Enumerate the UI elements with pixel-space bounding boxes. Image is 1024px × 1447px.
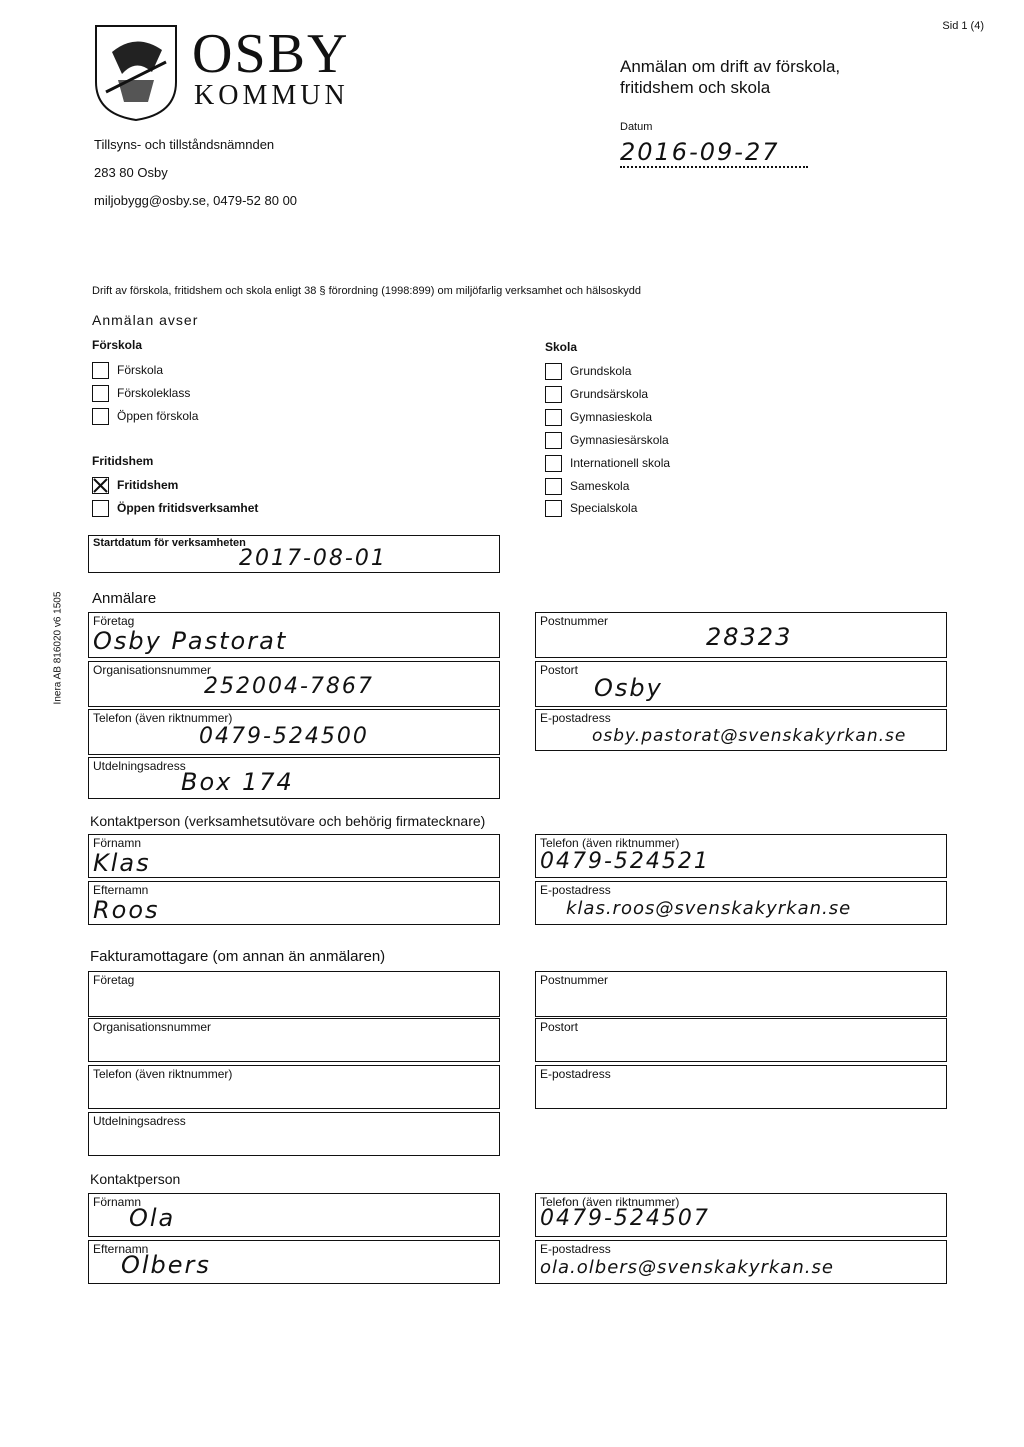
faktura-heading: Fakturamottagare (om annan än anmälaren)	[90, 948, 386, 965]
kontakt2-fornamn-field[interactable]	[88, 1193, 500, 1237]
checkbox-forskola[interactable]	[92, 362, 109, 379]
checkbox-forskoleklass[interactable]	[92, 385, 109, 402]
kontakt1-epost-field[interactable]	[535, 881, 947, 925]
anmalare-epost-label: E-postadress	[540, 711, 611, 725]
authority-contact: miljobygg@osby.se, 0479-52 80 00	[94, 193, 298, 208]
forskola-heading: Förskola	[92, 338, 143, 352]
faktura-postnummer-field[interactable]	[535, 971, 947, 1017]
kontakt2-efternamn-label: Efternamn	[93, 1242, 149, 1256]
faktura-telefon-label: Telefon (även riktnummer)	[93, 1067, 233, 1081]
faktura-utdelning-label: Utdelningsadress	[93, 1114, 186, 1128]
anmalare-postnummer-field[interactable]	[535, 612, 947, 658]
kontakt2-telefon-field[interactable]	[535, 1193, 947, 1237]
checkbox-label-fritidshem: Fritidshem	[117, 478, 179, 492]
org-name: OSBY	[192, 23, 350, 85]
kontakt1-fornamn-label: Förnamn	[93, 836, 142, 850]
form-title	[620, 56, 840, 98]
anmalare-orgnr-label: Organisationsnummer	[93, 663, 212, 677]
faktura-telefon-field[interactable]	[88, 1065, 500, 1109]
anmalare-utdelning-value: Box 174	[181, 768, 294, 796]
crest-icon	[92, 22, 180, 122]
fritidshem-heading: Fritidshem	[92, 454, 154, 468]
checkbox-label-forskoleklass: Förskoleklass	[117, 386, 191, 400]
checkbox-label-oppen-forskola: Öppen förskola	[117, 409, 199, 423]
anmalare-foretag-value: Osby Pastorat	[93, 627, 288, 655]
checkbox-label-specialskola: Specialskola	[570, 501, 638, 515]
faktura-foretag-label: Företag	[93, 973, 135, 987]
anmalare-foretag-label: Företag	[93, 614, 135, 628]
anmalan-avser-title: Anmälan avser	[92, 312, 199, 328]
faktura-utdelning-field[interactable]	[88, 1112, 500, 1156]
checkbox-label-grundskola: Grundskola	[570, 364, 632, 378]
form-title-line2: fritidshem och skola	[620, 78, 771, 97]
kontakt1-efternamn-value: Roos	[93, 896, 160, 924]
skola-heading: Skola	[545, 340, 578, 354]
checkbox-label-gymnasieskola: Gymnasieskola	[570, 410, 653, 424]
anmalare-epost-field[interactable]	[535, 709, 947, 751]
checkbox-specialskola[interactable]	[545, 500, 562, 517]
kontakt1-epost-value: klas.roos@svenskakyrkan.se	[566, 898, 852, 919]
startdatum-label: Startdatum för verksamheten	[93, 537, 246, 549]
kontakt2-fornamn-value: Ola	[129, 1204, 176, 1232]
faktura-postort-label: Postort	[540, 1020, 579, 1034]
anmalare-utdelning-label: Utdelningsadress	[93, 759, 186, 773]
kontakt1-efternamn-label: Efternamn	[93, 883, 149, 897]
kontaktperson1-heading: Kontaktperson (verksamhetsutövare och behörig firmatecknare)	[90, 813, 486, 829]
checkbox-sameskola[interactable]	[545, 478, 562, 495]
checkbox-label-grundsarskola: Grundsärskola	[570, 387, 649, 401]
form-code-vertical: Inera AB 816020 v6 1505	[52, 591, 64, 705]
checkbox-label-gymnasiesarskola: Gymnasiesärskola	[570, 433, 669, 447]
checkbox-gymnasieskola[interactable]	[545, 409, 562, 426]
anmalare-postort-label: Postort	[540, 663, 579, 677]
anmalare-telefon-label: Telefon (även riktnummer)	[93, 711, 233, 725]
startdatum-value: 2017-08-01	[239, 546, 387, 571]
faktura-orgnr-label: Organisationsnummer	[93, 1020, 212, 1034]
anmalare-heading: Anmälare	[92, 590, 157, 607]
intro-text: Drift av förskola, fritidshem och skola enligt 38 § förordning (1998:899) om miljöfarlig verksamhet och hälsoskydd	[92, 285, 642, 297]
faktura-orgnr-field[interactable]	[88, 1018, 500, 1062]
date-value[interactable]: 2016-09-27	[620, 138, 808, 168]
anmalare-telefon-value: 0479-524500	[199, 724, 369, 749]
kontakt1-telefon-field[interactable]	[535, 834, 947, 878]
anmalare-epost-value: osby.pastorat@svenskakyrkan.se	[592, 726, 907, 746]
faktura-postort-field[interactable]	[535, 1018, 947, 1062]
checkbox-grundsarskola[interactable]	[545, 386, 562, 403]
org-subname: KOMMUN	[194, 80, 349, 111]
kontakt2-telefon-label: Telefon (även riktnummer)	[540, 1195, 680, 1209]
page-indicator: Sid 1 (4)	[942, 20, 984, 32]
kontakt1-telefon-value: 0479-524521	[540, 849, 710, 874]
anmalare-postort-value: Osby	[594, 674, 663, 702]
anmalare-postort-field[interactable]	[535, 661, 947, 707]
authority-name: Tillsyns- och tillståndsnämnden	[94, 137, 275, 152]
checkbox-fritidshem-checked[interactable]	[92, 477, 109, 494]
anmalare-foretag-field[interactable]	[88, 612, 500, 658]
checkbox-gymnasiesarskola[interactable]	[545, 432, 562, 449]
date-label: Datum	[620, 121, 653, 133]
anmalare-orgnr-value: 252004-7867	[204, 674, 374, 699]
check-x-icon	[93, 478, 108, 493]
checkbox-oppen-fritidsverksamhet[interactable]	[92, 500, 109, 517]
checkbox-grundskola[interactable]	[545, 363, 562, 380]
faktura-foretag-field[interactable]	[88, 971, 500, 1017]
startdatum-field[interactable]	[88, 535, 500, 573]
kontakt2-fornamn-label: Förnamn	[93, 1195, 142, 1209]
kontakt2-epost-value: ola.olbers@svenskakyrkan.se	[540, 1257, 834, 1278]
kontakt1-epost-label: E-postadress	[540, 883, 611, 897]
checkbox-label-forskola: Förskola	[117, 363, 164, 377]
form-title-line1: Anmälan om drift av förskola,	[620, 57, 841, 76]
kontakt1-efternamn-field[interactable]	[88, 881, 500, 925]
kontakt1-fornamn-field[interactable]	[88, 834, 500, 878]
faktura-epost-field[interactable]	[535, 1065, 947, 1109]
municipal-crest-logo	[92, 22, 180, 122]
kontakt1-fornamn-value: Klas	[93, 849, 151, 877]
checkbox-oppen-forskola[interactable]	[92, 408, 109, 425]
faktura-postnummer-label: Postnummer	[540, 973, 609, 987]
anmalare-postnummer-value: 28323	[706, 623, 793, 651]
checkbox-internationell-skola[interactable]	[545, 455, 562, 472]
authority-address: 283 80 Osby	[94, 165, 168, 180]
anmalare-postnummer-label: Postnummer	[540, 614, 609, 628]
kontakt2-telefon-value: 0479-524507	[540, 1206, 710, 1231]
anmalare-utdelning-field[interactable]	[88, 757, 500, 799]
anmalare-orgnr-field[interactable]	[88, 661, 500, 707]
kontakt1-telefon-label: Telefon (även riktnummer)	[540, 836, 680, 850]
checkbox-label-sameskola: Sameskola	[570, 479, 630, 493]
kontaktperson2-heading: Kontaktperson	[90, 1171, 181, 1187]
kontakt2-epost-field[interactable]	[535, 1240, 947, 1284]
kontakt2-efternamn-field[interactable]	[88, 1240, 500, 1284]
kontakt2-efternamn-value: Olbers	[121, 1251, 211, 1279]
kontakt2-epost-label: E-postadress	[540, 1242, 611, 1256]
faktura-epost-label: E-postadress	[540, 1067, 611, 1081]
checkbox-label-oppen-fritidsverksamhet: Öppen fritidsverksamhet	[117, 501, 259, 515]
anmalare-telefon-field[interactable]	[88, 709, 500, 755]
checkbox-label-internationell-skola: Internationell skola	[570, 456, 671, 470]
